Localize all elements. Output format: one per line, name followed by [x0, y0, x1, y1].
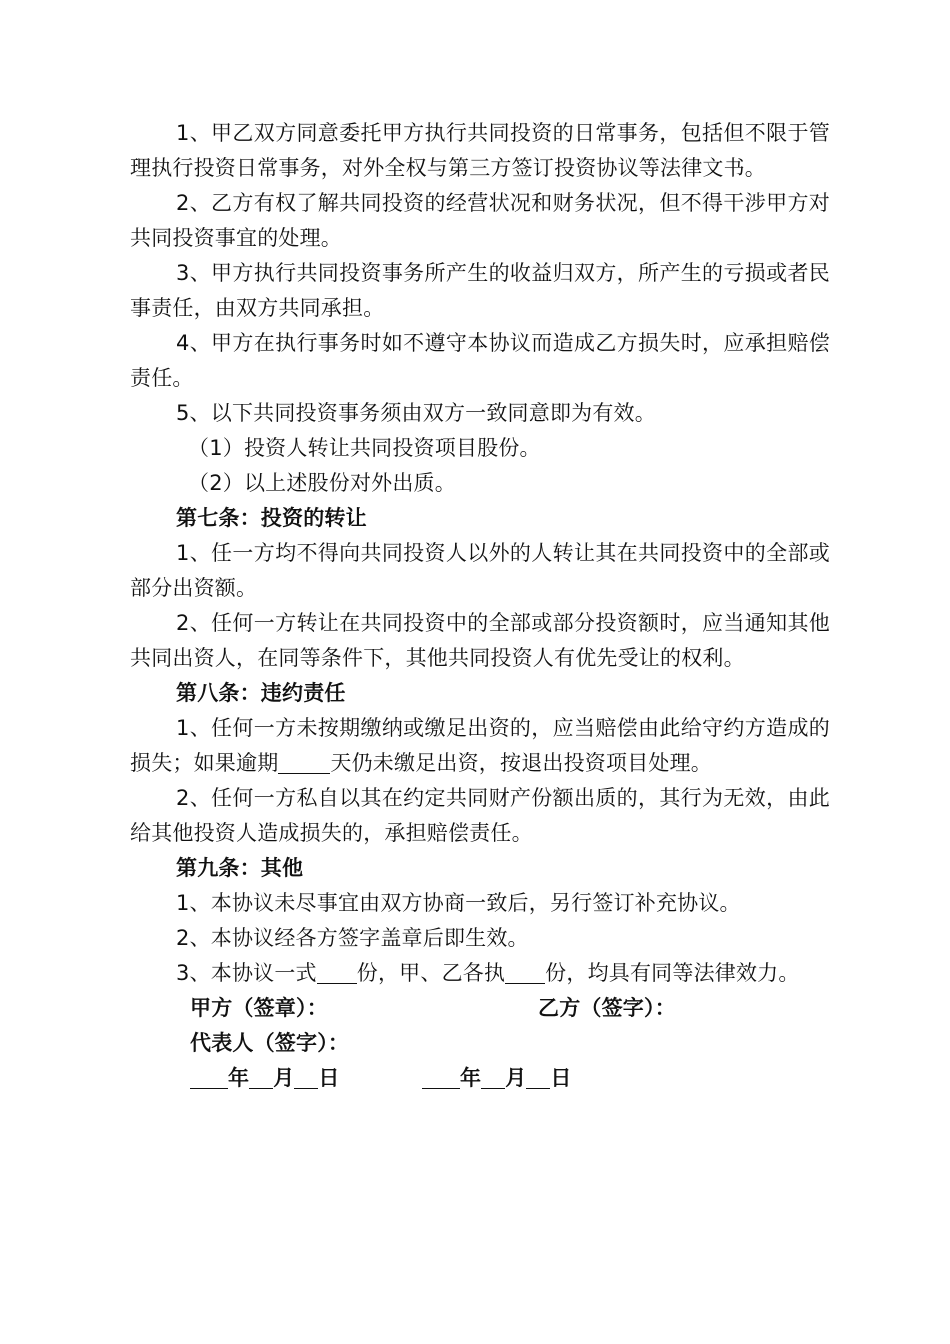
article7-heading: 第七条：投资的转让 [176, 506, 367, 530]
article9-item-3-text-c: 份，均具有同等法律效力。 [545, 961, 800, 985]
article6-item-3: 3、甲方执行共同投资事务所产生的收益归双方，所产生的亏损或者民事责任，由双方共同承担。 [130, 261, 830, 320]
day-label: 日 [318, 1066, 340, 1090]
article9-item-1: 1、本协议未尽事宜由双方协商一致后，另行签订补充协议。 [176, 891, 741, 915]
month-label: 月 [505, 1066, 527, 1090]
party-a-signature-label: 甲方（签章）： [190, 996, 328, 1020]
article9-item-3-text-b: 份，甲、乙各执 [356, 961, 506, 985]
year-label: 年 [228, 1066, 250, 1090]
party-b-date [422, 1061, 572, 1096]
article8-item-1-text-a: 1、任何一方未按期缴纳或缴足出资的，应当赔偿由此给守约方造成的损失；如果逾期 [130, 716, 830, 775]
party-b-month-blank[interactable] [481, 1064, 505, 1089]
article6-item-4: 4、甲方在执行事务时如不遵守本协议而造成乙方损失时，应承担赔偿责任。 [130, 331, 830, 390]
contract-body [130, 116, 830, 1096]
party-b-year-blank[interactable] [422, 1064, 460, 1089]
party-a-month-blank[interactable] [249, 1064, 273, 1089]
month-label: 月 [273, 1066, 295, 1090]
article9-item-3 [130, 956, 830, 991]
article9-item-3-text-a: 3、本协议一式 [176, 961, 317, 985]
party-b-day-blank[interactable] [526, 1064, 550, 1089]
year-label: 年 [460, 1066, 482, 1090]
day-label: 日 [550, 1066, 572, 1090]
article6-item-1: 1、甲乙双方同意委托甲方执行共同投资的日常事务，包括但不限于管理执行投资日常事务，对外全权与第三方签订投资协议等法律文书。 [130, 121, 830, 180]
representative-signature-label: 代表人（签字）： [190, 1031, 350, 1055]
copies-blank[interactable] [317, 959, 357, 984]
article6-item-2: 2、乙方有权了解共同投资的经营状况和财务状况，但不得干涉甲方对共同投资事宜的处理。 [130, 191, 830, 250]
article8-heading: 第八条：违约责任 [176, 681, 346, 705]
signature-row-dates [130, 1061, 830, 1096]
article9-item-2: 2、本协议经各方签字盖章后即生效。 [176, 926, 529, 950]
signature-row-parties [130, 991, 830, 1026]
article8-item-1-text-b: 天仍未缴足出资，按退出投资项目处理。 [330, 751, 713, 775]
article8-item-1 [130, 711, 830, 781]
party-a-year-blank[interactable] [190, 1064, 228, 1089]
article6-subitem-1: （1）投资人转让共同投资项目股份。 [188, 436, 541, 460]
party-b-signature-label: 乙方（签字）： [538, 996, 676, 1020]
party-a-day-blank[interactable] [294, 1064, 318, 1089]
party-a-date [190, 1061, 340, 1096]
signature-row-representative [130, 1026, 830, 1061]
article6-subitem-2: （2）以上述股份对外出质。 [188, 471, 456, 495]
copies-each-blank[interactable] [505, 959, 545, 984]
days-blank[interactable] [278, 749, 330, 774]
article9-heading: 第九条：其他 [176, 856, 304, 880]
article7-item-1: 1、任一方均不得向共同投资人以外的人转让其在共同投资中的全部或部分出资额。 [130, 541, 830, 600]
article6-item-5: 5、以下共同投资事务须由双方一致同意即为有效。 [176, 401, 656, 425]
article7-item-2: 2、任何一方转让在共同投资中的全部或部分投资额时，应当通知其他共同出资人，在同等条件下，其他共同投资人有优先受让的权利。 [130, 611, 830, 670]
article8-item-2: 2、任何一方私自以其在约定共同财产份额出质的，其行为无效，由此给其他投资人造成损失的，承担赔偿责任。 [130, 786, 830, 845]
